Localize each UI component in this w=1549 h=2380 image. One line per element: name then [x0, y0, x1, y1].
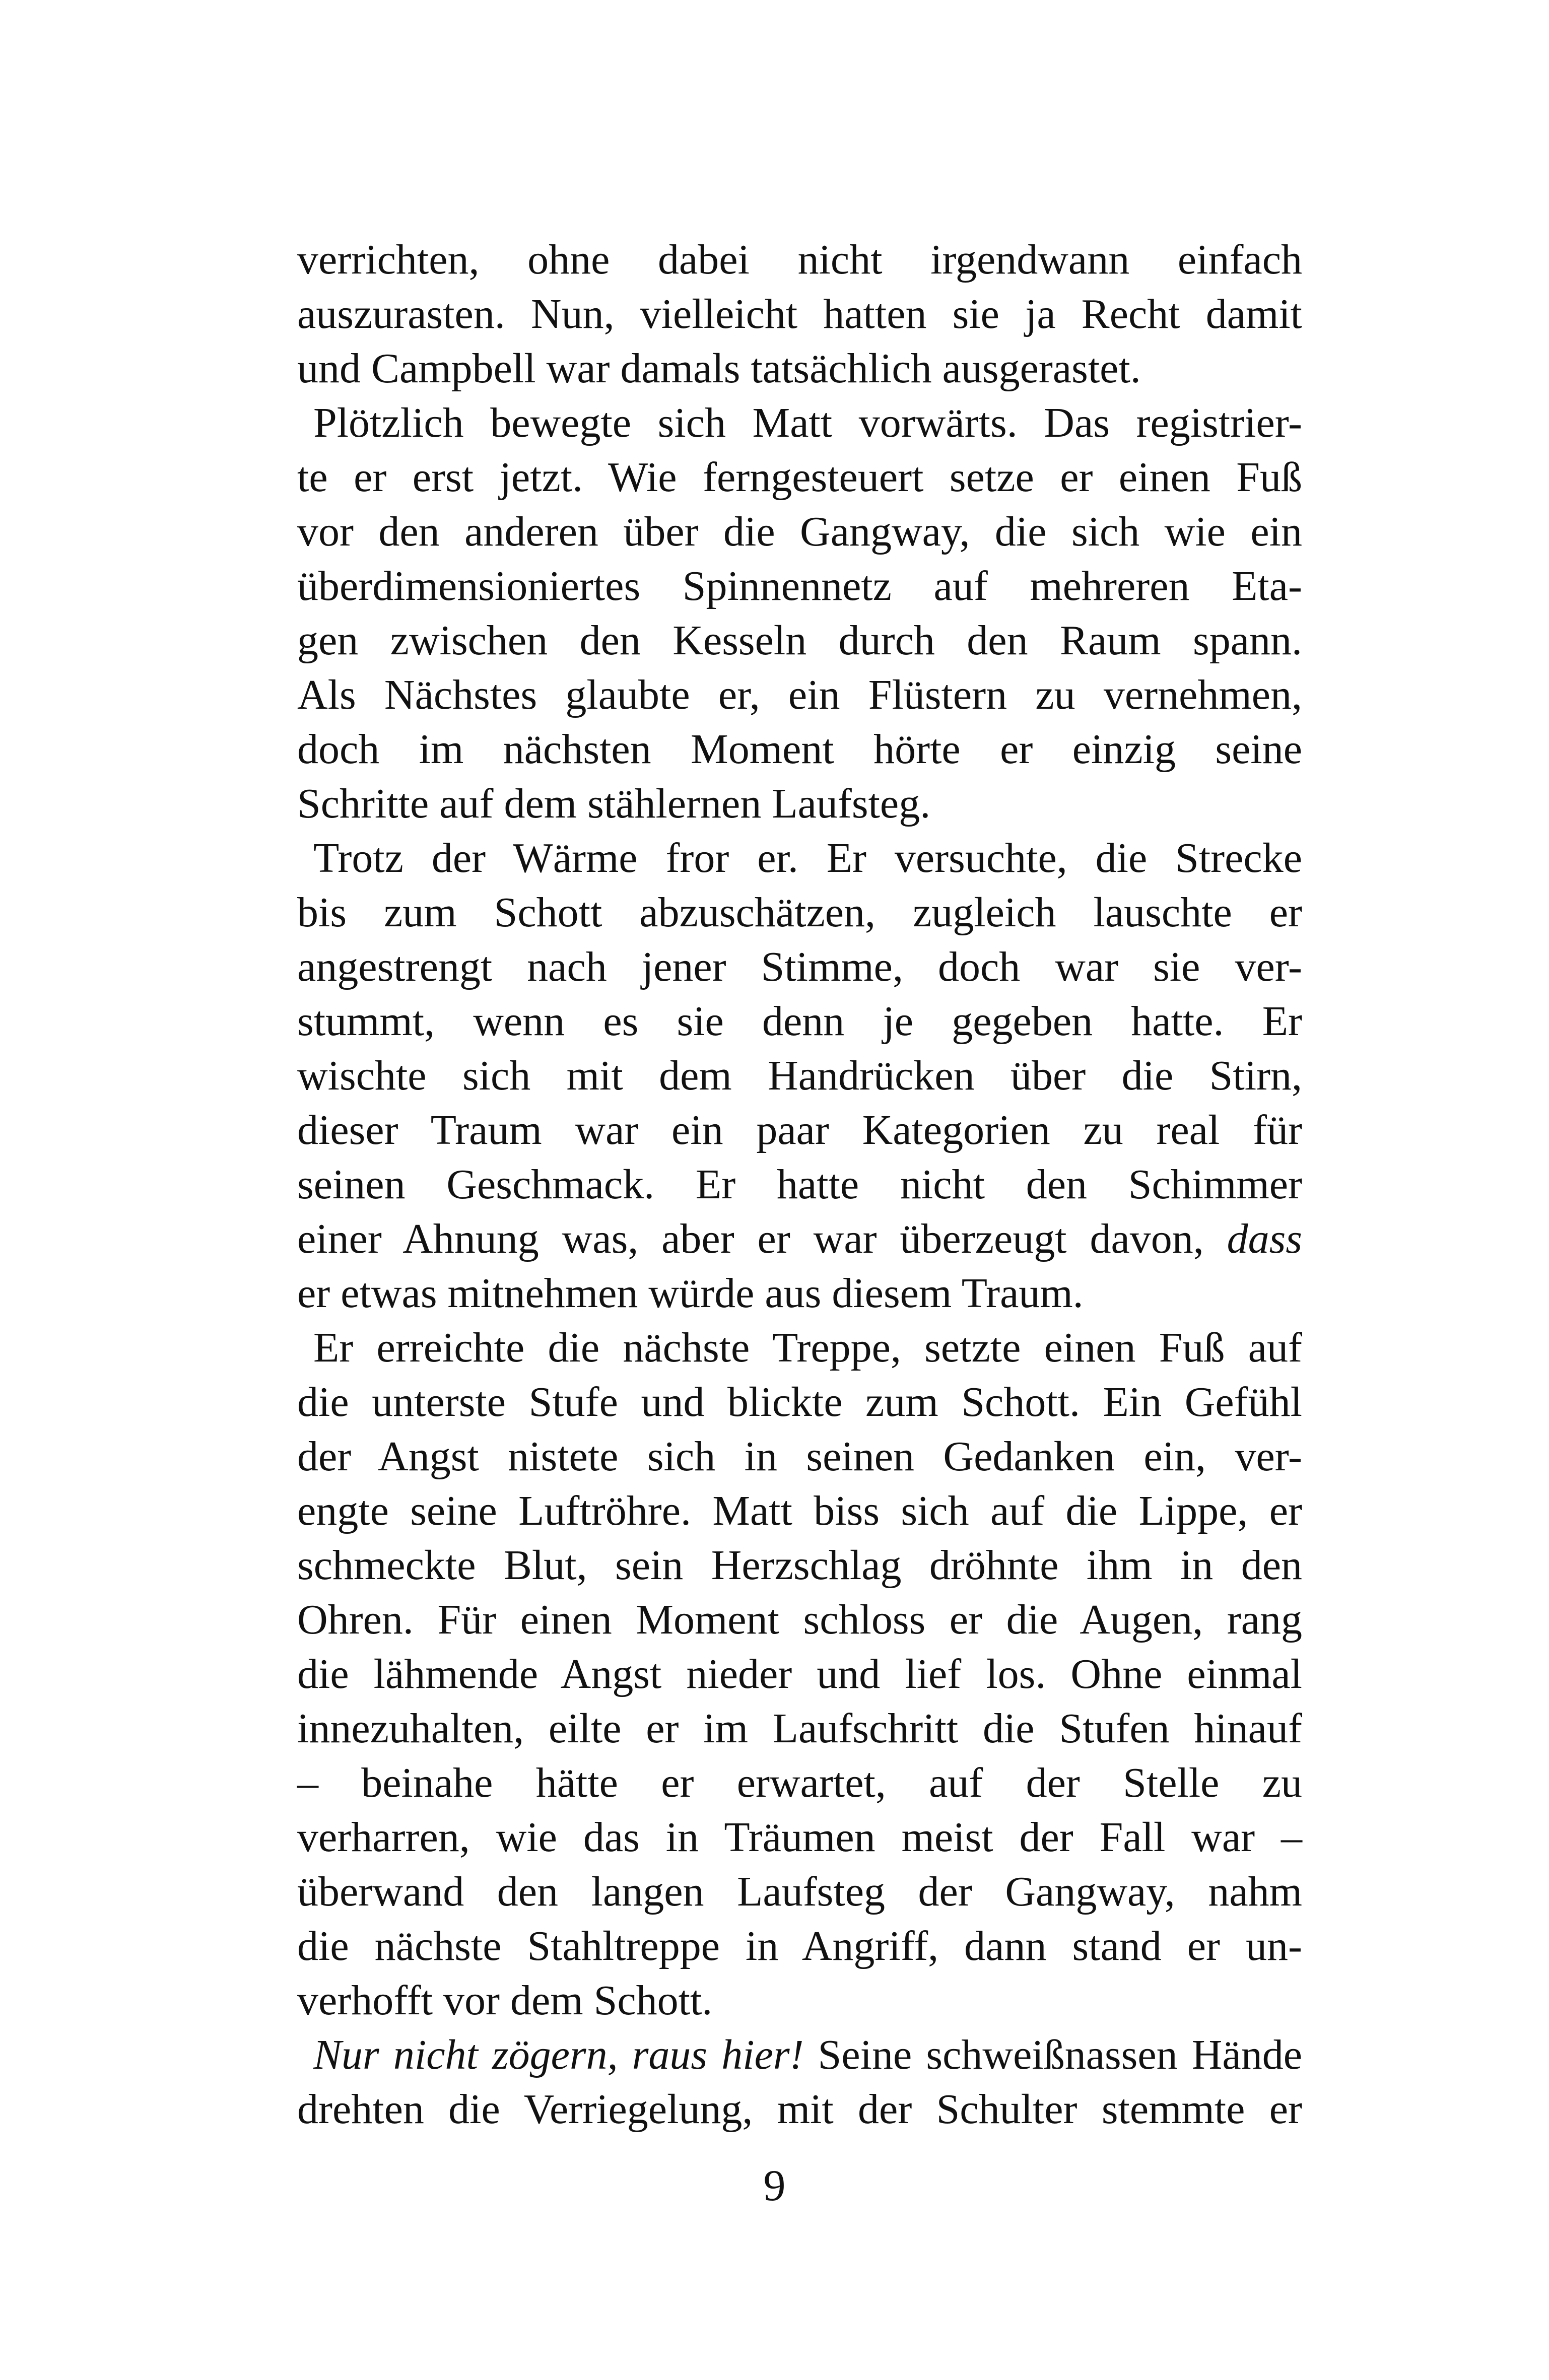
text-segment: engte seine Luftröhre. Matt biss sich auf die Lippe, er [297, 1487, 1302, 1534]
text-segment: überdimensioniertes Spinnennetz auf mehreren Eta- [297, 563, 1302, 609]
text-segment: Trotz der Wärme fror er. Er versuchte, die Strecke [313, 835, 1302, 881]
text-line [297, 1756, 1302, 1810]
text-line [297, 1430, 1302, 1484]
text-line [297, 1919, 1302, 1974]
text-segment: seinen Geschmack. Er hatte nicht den Schimmer [297, 1161, 1302, 1208]
text-segment: überwand den langen Laufsteg der Gangway, nahm [297, 1868, 1302, 1915]
text-segment: die lähmende Angst nieder und lief los. Ohne einmal [297, 1651, 1302, 1697]
text-line [297, 1212, 1302, 1266]
text-segment: bis zum Schott abzuschätzen, zugleich lauschte er [297, 889, 1302, 936]
text-line [297, 1049, 1302, 1103]
text-line [297, 342, 1302, 396]
text-segment: einer Ahnung was, aber er war überzeugt davon, [297, 1215, 1227, 1262]
text-segment: Er erreichte die nächste Treppe, setzte einen Fuß auf [313, 1324, 1302, 1371]
text-segment: doch im nächsten Moment hörte er einzig seine [297, 726, 1302, 773]
text-segment: Ohren. Für einen Moment schloss er die Augen, rang [297, 1596, 1302, 1643]
text-segment: angestrengt nach jener Stimme, doch war sie ver- [297, 943, 1302, 990]
text-line [297, 668, 1302, 722]
text-line [297, 505, 1302, 559]
text-segment: innezuhalten, eilte er im Laufschritt die Stufen hinauf [297, 1705, 1302, 1752]
text-segment: wischte sich mit dem Handrücken über die Stirn, [297, 1052, 1302, 1099]
text-line [297, 722, 1302, 777]
text-line [297, 1266, 1302, 1321]
text-line [297, 1974, 1302, 2028]
text-line [297, 777, 1302, 831]
text-line [297, 1538, 1302, 1593]
text-line [297, 1103, 1302, 1158]
italic-text: dass [1227, 1215, 1302, 1262]
text-line [297, 614, 1302, 668]
text-segment: Schritte auf dem stählernen Laufsteg. [297, 780, 931, 827]
text-line [297, 1647, 1302, 1702]
text-segment: Seine schweißnassen Hände [803, 2031, 1302, 2078]
text-segment: verrichten, ohne dabei nicht irgendwann einfach [297, 236, 1302, 283]
text-segment: auszurasten. Nun, vielleicht hatten sie ja Recht damit [297, 291, 1302, 337]
text-segment: – beinahe hätte er erwartet, auf der Stelle zu [297, 1759, 1302, 1806]
text-segment: schmeckte Blut, sein Herzschlag dröhnte ihm in den [297, 1542, 1302, 1589]
italic-text: Nur nicht zögern, raus hier! [313, 2031, 804, 2078]
text-line [297, 1702, 1302, 1756]
text-line [297, 287, 1302, 342]
text-line [297, 940, 1302, 994]
text-segment: er etwas mitnehmen würde aus diesem Traum. [297, 1270, 1084, 1317]
text-line [297, 1865, 1302, 1919]
page-number: 9 [763, 2161, 786, 2210]
text-segment: die unterste Stufe und blickte zum Schott. Ein Gefühl [297, 1379, 1302, 1425]
text-line [297, 1593, 1302, 1647]
text-line [297, 886, 1302, 940]
text-line [297, 1375, 1302, 1430]
text-segment: verharren, wie das in Träumen meist der Fall war – [297, 1814, 1302, 1861]
text-segment: drehten die Verriegelung, mit der Schulter stemmte er [297, 2086, 1302, 2133]
text-segment: und Campbell war damals tatsächlich ausgerastet. [297, 345, 1141, 392]
text-line [297, 994, 1302, 1049]
text-line [297, 1810, 1302, 1865]
text-segment: die nächste Stahltreppe in Angriff, dann stand er un- [297, 1923, 1302, 1969]
text-line [297, 450, 1302, 505]
text-segment: te er erst jetzt. Wie ferngesteuert setze er einen Fuß [297, 454, 1302, 501]
text-line [297, 2028, 1302, 2082]
body-text [297, 233, 1302, 2137]
text-line [297, 559, 1302, 614]
text-line [297, 1484, 1302, 1538]
text-line [297, 396, 1302, 450]
text-segment: Plötzlich bewegte sich Matt vorwärts. Das registrier- [313, 399, 1302, 446]
text-line [297, 233, 1302, 287]
text-line [297, 831, 1302, 886]
text-segment: verhofft vor dem Schott. [297, 1977, 713, 2024]
text-line [297, 1158, 1302, 1212]
text-segment: stummt, wenn es sie denn je gegeben hatte. Er [297, 998, 1302, 1045]
text-segment: Als Nächstes glaubte er, ein Flüstern zu vernehmen, [297, 671, 1302, 718]
text-segment: vor den anderen über die Gangway, die sich wie ein [297, 508, 1302, 555]
text-line [297, 1321, 1302, 1375]
text-segment: gen zwischen den Kesseln durch den Raum spann. [297, 617, 1302, 664]
text-line [297, 2082, 1302, 2137]
text-segment: der Angst nistete sich in seinen Gedanken ein, ver- [297, 1433, 1302, 1480]
text-segment: dieser Traum war ein paar Kategorien zu real für [297, 1107, 1302, 1153]
